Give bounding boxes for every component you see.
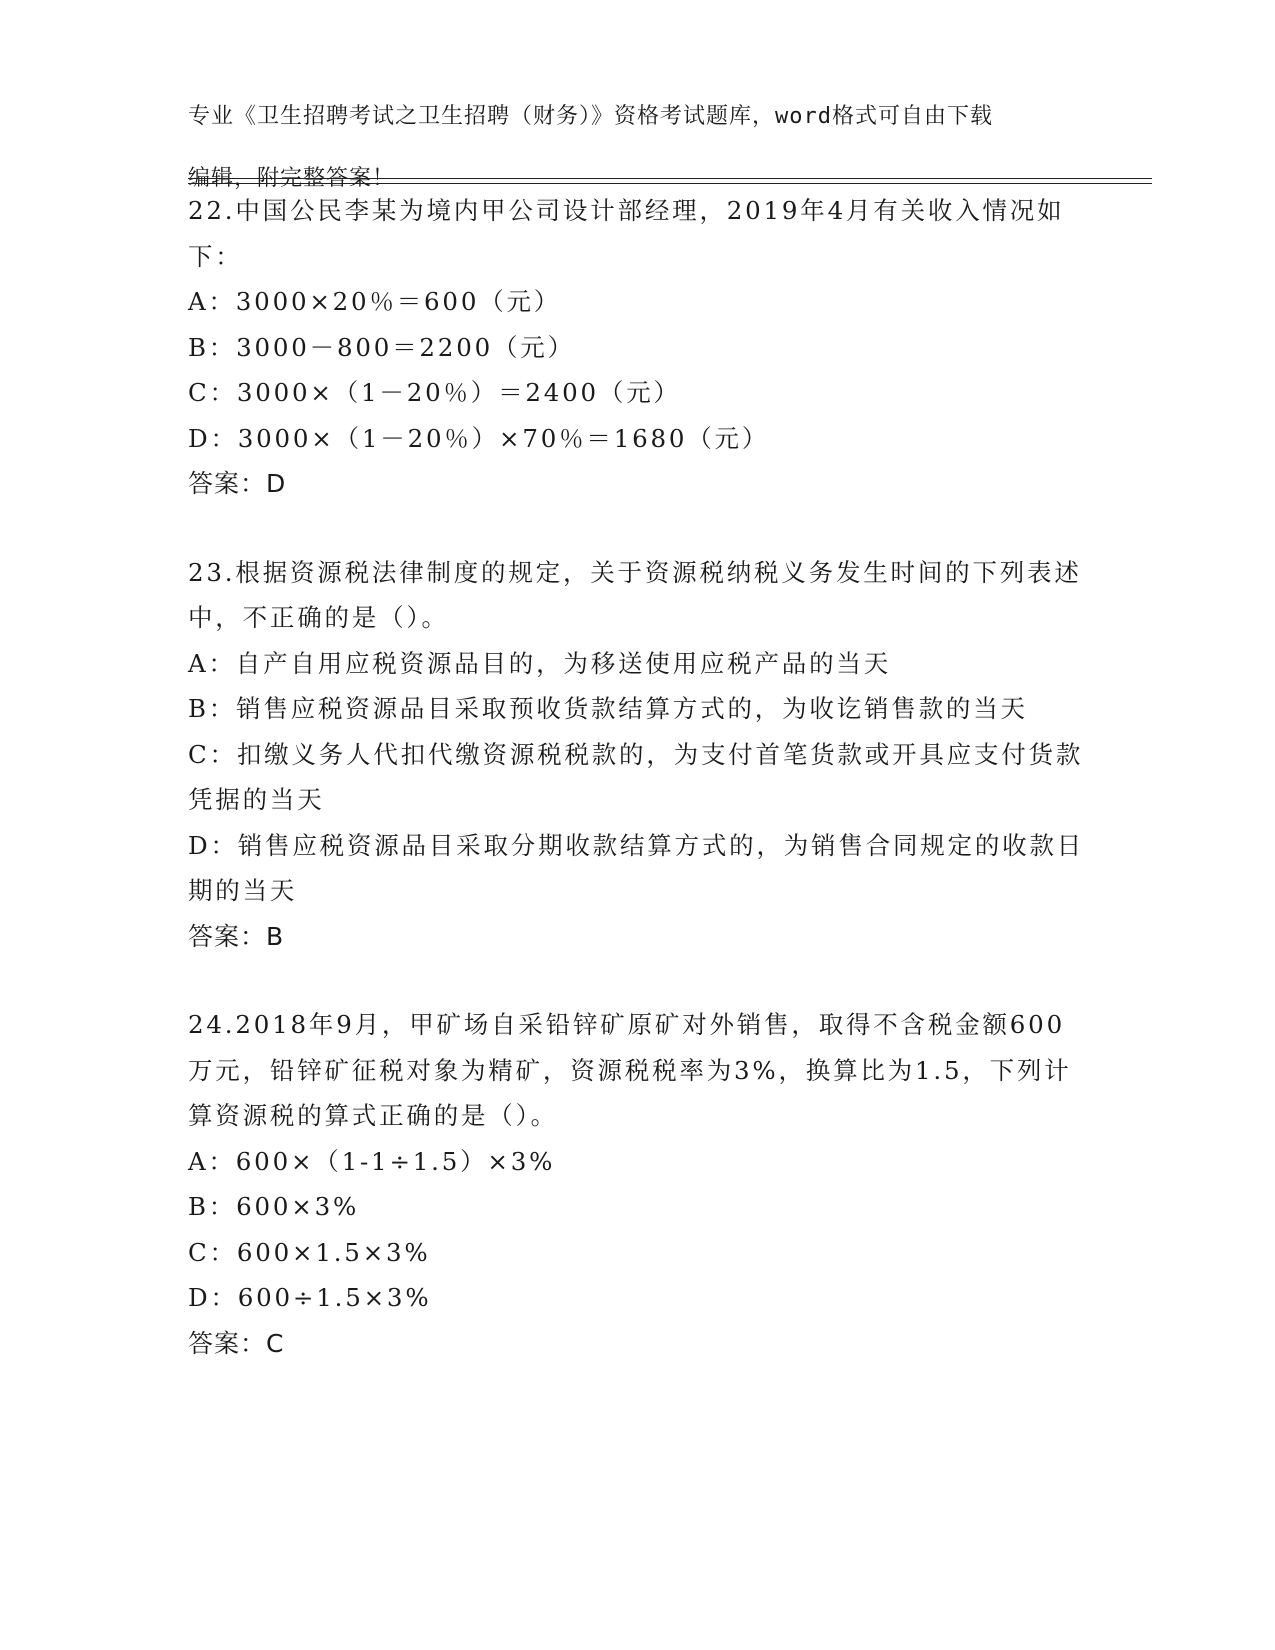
answer-option: B：3000－800＝2200（元） bbox=[188, 332, 575, 362]
answer-option: A：3000×20％＝600（元） bbox=[188, 287, 562, 316]
answer-key: 答案：B bbox=[188, 921, 285, 951]
header-divider-bottom bbox=[188, 183, 1152, 184]
question-text: 23.根据资源税法律制度的规定，关于资源税纳税义务发生时间的下列表述中，不正确的是（）。 bbox=[188, 557, 1082, 632]
question-block bbox=[188, 550, 1088, 960]
question-text: 24.2018年9月，甲矿场自采铅锌矿原矿对外销售，取得不含税金额600万元，铅锌矿征税对象为精矿，资源税税率为3%，换算比为1.5，下列计算资源税的算式正确的是（）。 bbox=[188, 1010, 1072, 1130]
header-divider-top bbox=[188, 178, 1152, 179]
answer-option: A：自产自用应税资源品目的，为移送使用应税产品的当天 bbox=[188, 648, 891, 678]
question-block bbox=[188, 188, 1088, 507]
answer-key: 答案：C bbox=[188, 1328, 285, 1358]
answer-option: D：600÷1.5×3% bbox=[188, 1283, 432, 1312]
header-line-1: 专业《卫生招聘考试之卫生招聘（财务）》资格考试题库，word格式可自由下载 bbox=[188, 104, 993, 129]
question-spacer bbox=[188, 507, 1088, 550]
answer-option: B：销售应税资源品目采取预收货款结算方式的，为收讫销售款的当天 bbox=[188, 694, 1028, 723]
answer-option: A：600×（1-1÷1.5）×3% bbox=[188, 1146, 556, 1176]
question-text: 22.中国公民李某为境内甲公司设计部经理，2019年4月有关收入情况如下： bbox=[188, 196, 1065, 271]
question-list bbox=[188, 188, 1088, 1366]
answer-option: B：600×3% bbox=[188, 1192, 360, 1221]
answer-option: D：3000×（1－20％）×70％＝1680（元） bbox=[188, 423, 770, 453]
answer-key: 答案：D bbox=[188, 469, 287, 498]
answer-option: C：3000×（1－20％）＝2400（元） bbox=[188, 378, 681, 407]
question-block bbox=[188, 1002, 1088, 1366]
header-line-2: 编辑，附完整答案！ bbox=[188, 166, 396, 191]
answer-option: D：销售应税资源品目采取分期收款结算方式的，为销售合同规定的收款日期的当天 bbox=[188, 830, 1085, 905]
answer-option: C：扣缴义务人代扣代缴资源税税款的，为支付首笔货款或开具应支付货款凭据的当天 bbox=[188, 739, 1084, 814]
answer-option: C：600×1.5×3% bbox=[188, 1237, 431, 1267]
question-spacer bbox=[188, 959, 1088, 1002]
